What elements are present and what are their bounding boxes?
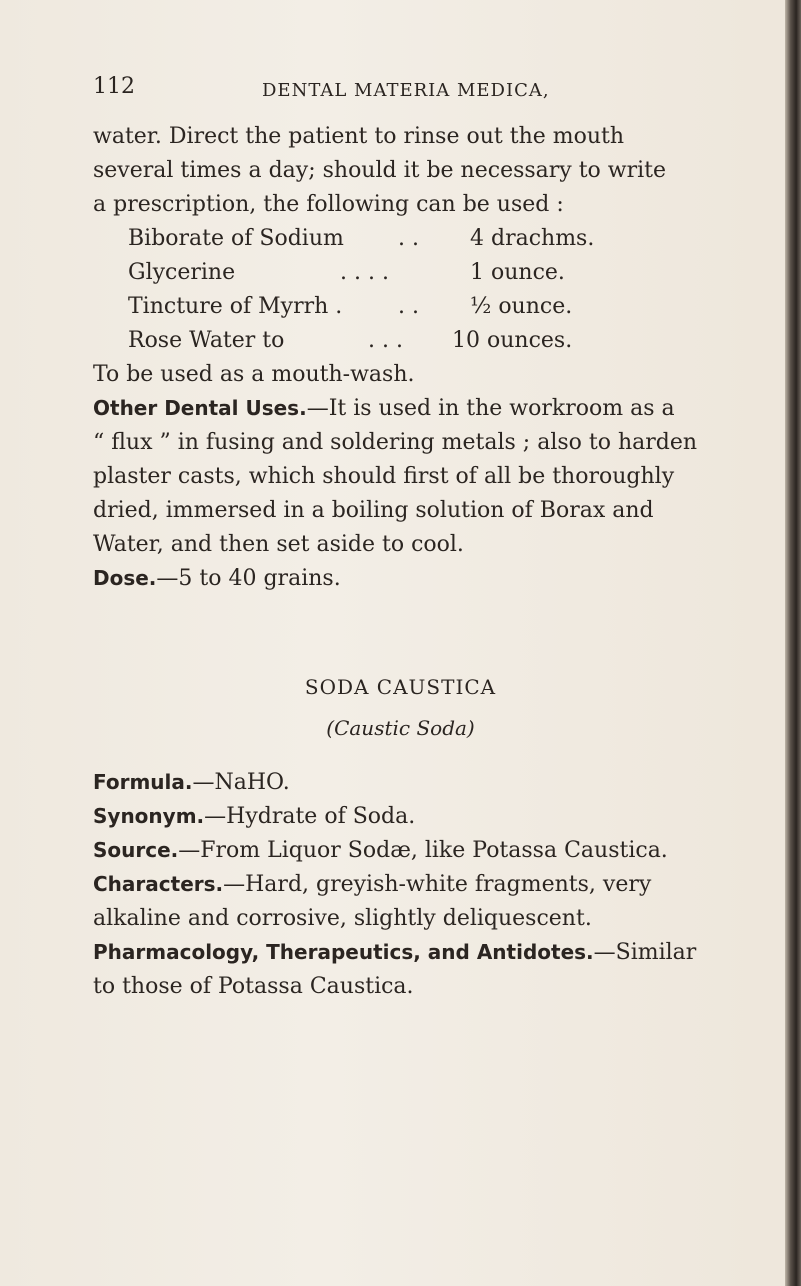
rx-dots-2: . . . . [340,260,389,285]
synonym-line [93,804,415,829]
other-uses-text-1: —It is used in the workroom as a [306,396,675,421]
characters-label: Characters. [93,872,224,896]
dose-label: Dose. [93,566,157,590]
rx-amount-3: ½ ounce. [470,294,573,319]
rx-item-4: Rose Water to [128,328,285,353]
section-title: SODA CAUSTICA [304,675,497,699]
other-uses-line-3: plaster casts, which should first of all be thoroughly [93,464,675,489]
rx-dots-1: . . [398,226,419,251]
intro-line-1: water. Direct the patient to rinse out the mouth [93,124,625,149]
source-line [93,838,668,863]
rx-amount-2: 1 ounce. [470,260,565,285]
other-uses-label: Other Dental Uses. [93,396,307,420]
source-label: Source. [93,838,179,862]
dose-text: —5 to 40 grains. [156,566,341,591]
synonym-text: —Hydrate of Soda. [204,804,416,829]
other-uses-first-line [93,396,675,421]
rx-item-3: Tincture of Myrrh . [128,294,343,319]
pharmacology-text: —Similar [593,940,697,965]
synonym-label: Synonym. [93,804,205,828]
intro-line-3: a prescription, the following can be used : [93,192,564,217]
rx-amount-4: 10 ounces. [452,328,573,353]
dose-line [93,566,341,591]
rx-dots-4: . . . [368,328,403,353]
other-uses-line-4: dried, immersed in a boiling solution of Borax and [93,498,654,523]
formula-label: Formula. [93,770,193,794]
other-uses-line-5: Water, and then set aside to cool. [93,532,464,557]
pharmacology-line [93,940,696,965]
page-edge-shadow [785,0,801,1286]
formula-text: —NaHO. [192,770,290,795]
usage-line: To be used as a mouth-wash. [93,362,415,387]
characters-continued: alkaline and corrosive, slightly deliquescent. [93,906,592,931]
page-number: 112 [93,74,135,99]
section-subtitle: (Caustic Soda) [326,716,475,740]
rx-item-1: Biborate of Sodium [128,226,344,251]
characters-text: —Hard, greyish-white fragments, very [223,872,652,897]
other-uses-line-2: “ flux ” in fusing and soldering metals ; also to harden [93,430,698,455]
running-head: DENTAL MATERIA MEDICA, [262,80,550,101]
rx-item-2: Glycerine [128,260,236,285]
pharmacology-label: Pharmacology, Therapeutics, and Antidotes. [93,940,594,964]
rx-amount-1: 4 drachms. [470,226,595,251]
characters-line [93,872,651,897]
source-text: —From Liquor Sodæ, like Potassa Caustica. [178,838,668,863]
rx-dots-3: . . [398,294,419,319]
formula-line [93,770,290,795]
pharmacology-continued: to those of Potassa Caustica. [93,974,414,999]
intro-line-2: several times a day; should it be necessary to write [93,158,667,183]
